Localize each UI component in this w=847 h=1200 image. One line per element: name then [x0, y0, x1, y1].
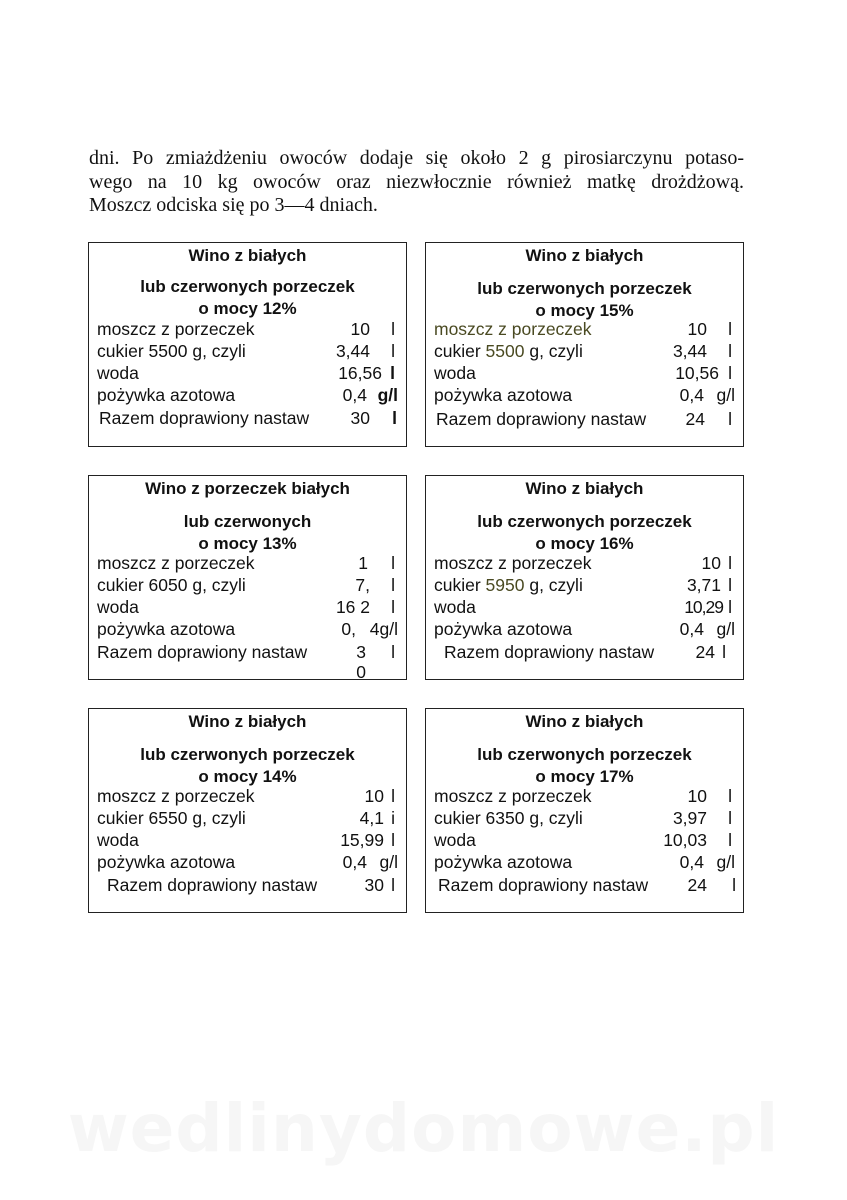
row-label: cukier 6350 g, czyli: [434, 808, 583, 828]
recipe-row-total: [444, 641, 735, 663]
intro-paragraph: [89, 147, 744, 218]
intro-line: Moszcz odciska się po 3—4 dniach.: [89, 194, 378, 216]
row-value: 24: [685, 409, 705, 429]
row-label: cukier 5500 g, czyli: [434, 341, 583, 361]
recipe-row: [97, 785, 398, 807]
row-label: pożywka azotowa: [434, 852, 573, 872]
recipe-row: [434, 340, 735, 362]
row-label: Razem doprawiony nastaw: [99, 408, 310, 428]
row-unit: l: [728, 808, 732, 828]
row-unit: l: [391, 319, 395, 339]
box-title: Wino z białych: [525, 479, 644, 498]
row-unit: l: [391, 575, 395, 595]
row-unit: l: [732, 875, 736, 895]
recipe-row: [434, 829, 735, 851]
box-strength: o mocy 15%: [535, 301, 634, 320]
row-unit: l: [391, 875, 395, 895]
row-label: Razem doprawiony nastaw: [107, 875, 318, 895]
row-label: woda: [97, 363, 139, 383]
box-title: Wino z białych: [188, 246, 307, 265]
row-label: Razem doprawiony nastaw: [436, 409, 647, 429]
row-label: Razem doprawiony nastaw: [97, 642, 308, 662]
box-subtitle: lub czerwonych porzeczek: [477, 512, 692, 531]
row-value: 10: [350, 319, 370, 339]
row-label: Razem doprawiony nastaw: [438, 875, 649, 895]
box-strength: o mocy 17%: [535, 767, 634, 786]
row-unit: l: [391, 553, 395, 573]
recipe-row-total: [438, 874, 735, 896]
row-unit: l: [391, 597, 395, 617]
box-strength: o mocy 14%: [198, 767, 297, 786]
recipe-row: [97, 618, 398, 640]
box-title: Wino z białych: [188, 712, 307, 731]
row-label: woda: [434, 363, 476, 383]
sugar-amount: 5500: [485, 341, 525, 361]
row-value: 0,4: [342, 385, 367, 405]
row-value: 16,56: [338, 363, 382, 383]
row-label: woda: [434, 597, 476, 617]
recipe-box-15: [425, 242, 744, 447]
row-label: Razem doprawiony nastaw: [444, 642, 655, 662]
row-value: 1: [358, 553, 368, 573]
row-value: 15,99: [340, 830, 384, 850]
recipe-row-overflow: [97, 663, 398, 681]
row-value: 24: [695, 642, 715, 662]
row-value: 30: [350, 408, 370, 428]
row-unit: l: [391, 830, 395, 850]
row-label: moszcz z porzeczek: [434, 319, 592, 339]
row-label: cukier 6050 g, czyli: [97, 575, 246, 595]
row-value: 0,4: [342, 852, 367, 872]
recipe-box-17: [425, 708, 744, 913]
row-value: 10: [687, 319, 707, 339]
recipe-row: [97, 829, 398, 851]
row-unit: l: [728, 597, 732, 617]
row-value: 10: [701, 553, 721, 573]
recipe-box-12: [88, 242, 407, 447]
row-value: 10,03: [663, 830, 707, 850]
row-unit: l: [728, 409, 732, 429]
row-unit: l: [728, 575, 732, 595]
box-strength: o mocy 13%: [198, 534, 297, 553]
box-subtitle: lub czerwonych porzeczek: [140, 745, 355, 764]
box-subtitle: lub czerwonych: [183, 512, 312, 531]
row-value: 3,44: [672, 341, 707, 361]
intro-line: wego na 10 kg owoców oraz niezwłocznie również matkę drożdżową.: [89, 170, 744, 193]
sugar-amount: 5950: [485, 575, 525, 595]
recipe-row-total: [436, 408, 735, 430]
box-subtitle: lub czerwonych porzeczek: [477, 279, 692, 298]
box-title: Wino z białych: [525, 246, 644, 265]
row-label: woda: [97, 830, 139, 850]
box-subtitle: lub czerwonych porzeczek: [140, 277, 355, 296]
row-label: moszcz z porzeczek: [97, 553, 255, 573]
row-label: pożywka azotowa: [434, 619, 573, 639]
row-label: pożywka azotowa: [434, 385, 573, 405]
box-subtitle: lub czerwonych porzeczek: [477, 745, 692, 764]
row-value: 10,56: [675, 363, 719, 383]
row-value: 0,4: [679, 385, 704, 405]
row-unit: g/l: [377, 385, 398, 405]
recipe-row-total: [99, 407, 398, 429]
intro-line: dni. Po zmiażdżeniu owoców dodaje się około 2 g pirosiarczynu potaso-: [89, 147, 744, 169]
row-value: 3,97: [672, 808, 707, 828]
row-label: cukier 5500 g, czyli: [97, 341, 246, 361]
row-label: moszcz z porzeczek: [434, 786, 592, 806]
row-value: 30: [364, 875, 384, 895]
row-label: moszcz z porzeczek: [97, 786, 255, 806]
row-unit: l: [391, 642, 395, 662]
watermark: wedlinydomowe.pl: [67, 1090, 780, 1167]
recipe-row: [97, 807, 398, 829]
row-value: 7,: [355, 575, 370, 595]
row-value: 4,1: [359, 808, 384, 828]
row-value: 0,4: [679, 619, 704, 639]
recipe-row-total: [107, 874, 398, 896]
recipe-row: [97, 596, 398, 618]
row-unit: l: [392, 408, 397, 428]
box-title: Wino z porzeczek białych: [145, 479, 350, 498]
row-unit: g/l: [716, 385, 735, 405]
row-unit: l: [728, 363, 732, 383]
row-value: 16 2: [335, 597, 370, 617]
row-unit: g/l: [379, 852, 398, 872]
row-label: moszcz z porzeczek: [97, 319, 255, 339]
row-value: 3,71: [686, 575, 721, 595]
row-label: woda: [434, 830, 476, 850]
recipe-row-total: [97, 641, 398, 663]
row-label: cukier 6550 g, czyli: [97, 808, 246, 828]
box-title: Wino z białych: [525, 712, 644, 731]
box-strength: o mocy 16%: [535, 534, 634, 553]
recipe-box-16: [425, 475, 744, 680]
recipe-row: [97, 552, 398, 574]
row-value: 0,: [341, 619, 356, 639]
row-value: 10: [364, 786, 384, 806]
recipe-box-14: [88, 708, 407, 913]
row-value: 0,4: [679, 852, 704, 872]
row-value: 10: [687, 786, 707, 806]
recipe-row: [97, 340, 398, 362]
row-unit: l: [728, 786, 732, 806]
row-unit: l: [728, 319, 732, 339]
row-unit: l: [391, 786, 395, 806]
row-label: woda: [97, 597, 139, 617]
row-value-overflow: 0: [356, 662, 366, 682]
row-label: cukier 5950 g, czyli: [434, 575, 583, 595]
recipe-row: [434, 574, 735, 596]
row-value: 10,29: [684, 597, 723, 617]
row-unit: g/l: [716, 852, 735, 872]
row-unit: g/l: [716, 619, 735, 639]
recipe-row: [434, 596, 735, 618]
recipe-row: [97, 318, 398, 340]
row-unit: l: [728, 553, 732, 573]
recipe-row: [434, 785, 735, 807]
recipe-row: [434, 552, 735, 574]
row-value: 3: [356, 642, 366, 662]
row-unit: l: [722, 642, 726, 662]
recipe-row: [97, 574, 398, 596]
row-unit: l: [391, 341, 395, 361]
recipe-row: [434, 362, 735, 384]
row-value: 3,44: [335, 341, 370, 361]
row-unit: i: [391, 808, 395, 828]
recipe-box-13: [88, 475, 407, 680]
recipe-row: [434, 851, 735, 873]
recipe-row: [434, 384, 735, 406]
recipe-row: [434, 618, 735, 640]
recipe-row: [97, 384, 398, 406]
row-label: pożywka azotowa: [97, 852, 236, 872]
row-label: pożywka azotowa: [97, 619, 236, 639]
recipe-row: [97, 851, 398, 873]
recipe-row: [97, 362, 398, 384]
row-label: moszcz z porzeczek: [434, 553, 592, 573]
row-unit: 4g/l: [369, 619, 398, 639]
box-strength: o mocy 12%: [198, 299, 297, 318]
row-value: 24: [687, 875, 707, 895]
recipe-row: [434, 807, 735, 829]
row-unit: l: [728, 341, 732, 361]
row-unit: l: [390, 363, 395, 383]
row-label: pożywka azotowa: [97, 385, 236, 405]
recipe-row: [434, 318, 735, 340]
row-unit: l: [728, 830, 732, 850]
